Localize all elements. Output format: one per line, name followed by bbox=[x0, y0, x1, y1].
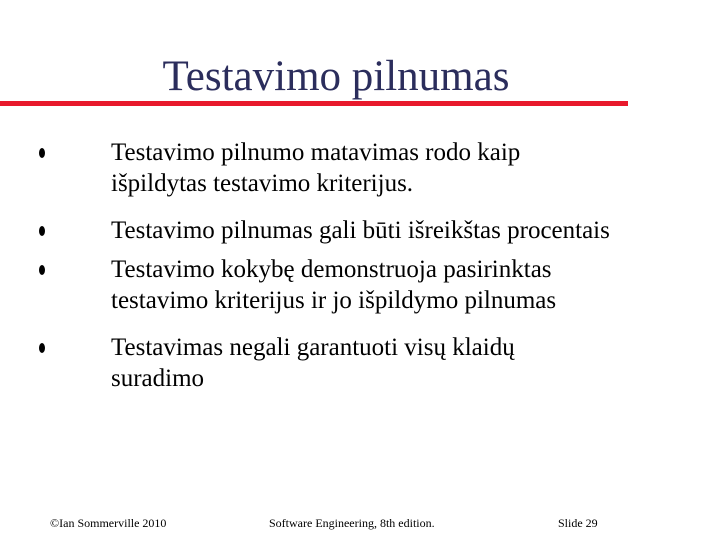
bullet-line: Testavimas negali garantuoti visų klaidų bbox=[111, 334, 515, 361]
bullet-dot-icon bbox=[39, 343, 45, 353]
footer-copyright: ©Ian Sommerville 2010 bbox=[50, 516, 167, 530]
bullet-text bbox=[111, 254, 711, 316]
bullet-line: testavimo kriterijus ir jo išpildymo pilnumas bbox=[111, 287, 557, 314]
footer-slide-number: Slide 29 bbox=[558, 516, 598, 530]
slide-title: Testavimo pilnumas bbox=[162, 53, 510, 100]
title-underline bbox=[0, 101, 628, 106]
bullet-line: išpildytas testavimo kriterijus. bbox=[111, 170, 414, 197]
footer-book-title: Software Engineering, 8th edition. bbox=[269, 516, 435, 530]
bullet-text bbox=[111, 137, 711, 199]
bullet-text bbox=[111, 332, 711, 394]
bullet-dot-icon bbox=[39, 226, 45, 236]
bullet-line: Testavimo pilnumo matavimas rodo kaip bbox=[111, 139, 521, 166]
bullet-line: Testavimo kokybę demonstruoja pasirinktas bbox=[111, 256, 552, 283]
bullet-text bbox=[111, 215, 711, 246]
bullet-line: suradimo bbox=[111, 365, 205, 392]
bullet-dot-icon bbox=[39, 148, 45, 158]
bullet-dot-icon bbox=[39, 265, 45, 275]
bullet-line: Testavimo pilnumas gali būti išreikštas procentais bbox=[111, 217, 610, 244]
